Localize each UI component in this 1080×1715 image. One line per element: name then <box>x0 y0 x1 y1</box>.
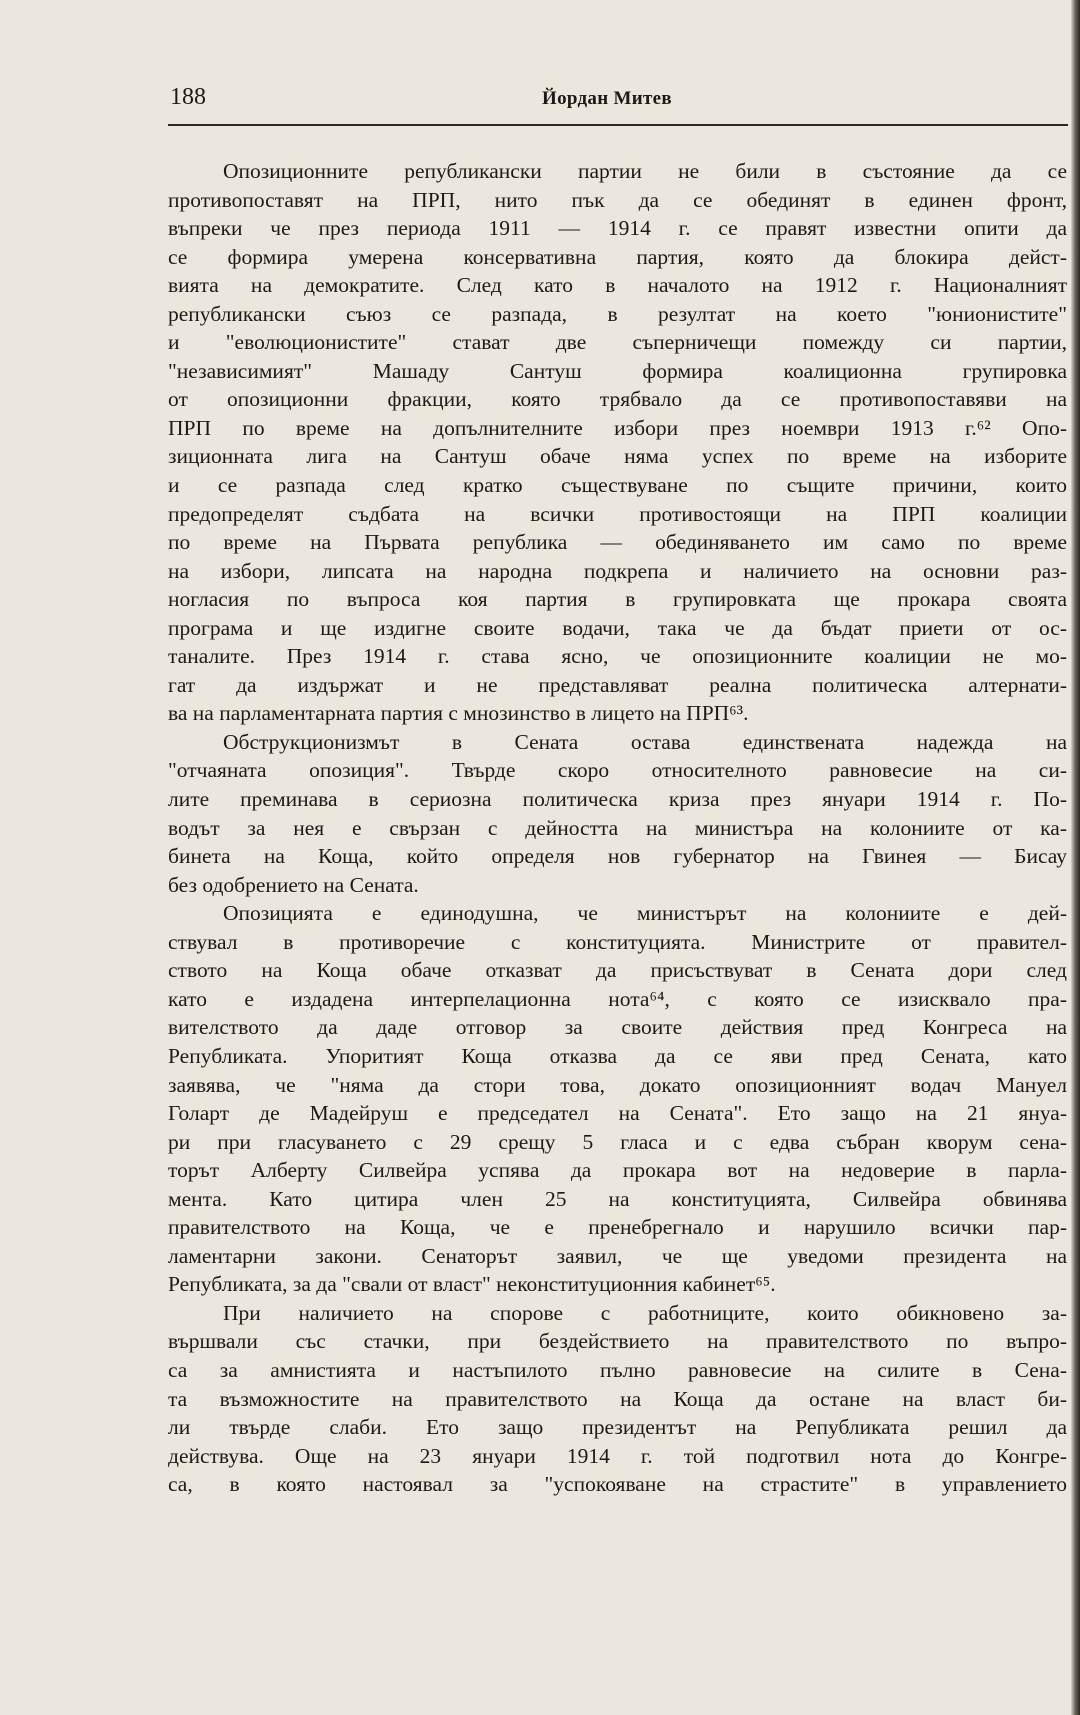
text-line: вителството да даде отговор за своите действия пред Конгреса на <box>168 1015 1067 1040</box>
text-line: ламентарни закони. Сенаторът заявил, че ще уведоми президента на <box>168 1243 1067 1268</box>
text-line: Опозиционните републикански партии не били в състояние да се <box>223 159 1067 183</box>
text-line: Републиката, за да "свали от власт" неконституционния кабинет⁶⁵. <box>168 1272 776 1297</box>
text-line: ногласия по въпроса коя партия в групировката ще прокара своята <box>168 587 1067 612</box>
text-line: са за амнистията и настъпилото пълно равновесие на силите в Сена- <box>168 1357 1067 1382</box>
text-line: торът Алберту Силвейра успява да прокара вот на недоверие в парла- <box>168 1158 1067 1183</box>
text-line: ството на Коща обаче отказват да присъствуват в Сената дори след <box>168 958 1067 983</box>
text-line: При наличието на спорове с работниците, които обикновено за- <box>223 1300 1067 1325</box>
body-text <box>168 157 1067 1499</box>
running-head-author: Йордан Митев <box>542 88 672 109</box>
page-header <box>170 78 1067 118</box>
text-line: по време на Първата република — обединяването им само по време <box>168 530 1067 555</box>
paragraph-2 <box>168 728 1067 899</box>
text-line: "отчаяната опозиция". Твърде скоро относителното равновесие на си- <box>168 758 1067 783</box>
text-line: правителството на Коща, че е пренебрегнало и нарушило всички пар- <box>168 1215 1067 1240</box>
text-line: ри при гласуването с 29 срещу 5 гласа и с едва събран кворум сена- <box>168 1129 1067 1154</box>
text-line: ли твърде слаби. Ето защо президентът на Републиката решил да <box>168 1415 1067 1440</box>
text-line: лите преминава в сериозна политическа криза през януари 1914 г. По- <box>168 787 1067 812</box>
text-line: водът за нея е свързан с дейността на министъра на колониите от ка- <box>168 815 1067 840</box>
paragraph-3 <box>168 899 1067 1299</box>
text-line: програма и ще издигне своите водачи, така че да бъдат приети от ос- <box>168 615 1067 640</box>
text-line: "независимият" Машаду Сантуш формира коалиционна групировка <box>168 358 1067 383</box>
text-line: Голарт де Мадейруш е председател на Сената". Ето защо на 21 януа- <box>168 1101 1067 1126</box>
text-line: та възможностите на правителството на Коща да остане на власт би- <box>168 1386 1067 1411</box>
paragraph-1 <box>168 157 1067 728</box>
text-line: Опозицията е единодушна, че министърът на колониите е дей- <box>223 901 1067 926</box>
text-line: действува. Още на 23 януари 1914 г. той подготвил нота до Конгре- <box>168 1443 1067 1468</box>
text-line: бинета на Коща, който определя нов губернатор на Гвинея — Бисау <box>168 844 1067 869</box>
text-line: мента. Като цитира член 25 на конституцията, Силвейра обвинява <box>168 1186 1067 1211</box>
text-line: ствувал в противоречие с конституцията. Министрите от правител- <box>168 929 1067 954</box>
text-line: без одобрението на Сената. <box>168 872 419 897</box>
text-line: предопределят съдбата на всички противостоящи на ПРП коалиции <box>168 501 1067 526</box>
text-line: Обструкционизмът в Сената остава единствената надежда на <box>223 729 1067 754</box>
text-line: ПРП по време на допълнителните избори през ноември 1913 г.⁶² Опо- <box>168 415 1067 440</box>
text-line: като е издадена интерпелационна нота⁶⁴, с която се изисквало пра- <box>168 986 1067 1011</box>
text-line: противопоставят на ПРП, нито пък да се обединят в единен фронт, <box>168 187 1067 212</box>
text-line: и се разпада след кратко съществуване по същите причини, които <box>168 473 1067 498</box>
page-number: 188 <box>170 84 206 110</box>
text-line: са, в която настоявал за "успокояване на страстите" в управлението <box>168 1472 1067 1497</box>
text-line: и "еволюционистите" стават две съперничещи помежду си партии, <box>168 330 1067 355</box>
header-rule <box>168 124 1068 126</box>
page-edge-shadow <box>1071 0 1080 1715</box>
text-line: Републиката. Упоритият Коща отказва да се яви пред Сената, като <box>168 1043 1067 1068</box>
text-line: на избори, липсата на народна подкрепа и наличието на основни раз- <box>168 558 1067 583</box>
text-line: таналите. През 1914 г. става ясно, че опозиционните коалиции не мо- <box>168 644 1067 669</box>
text-line: заявява, че "няма да стори това, докато опозиционният водач Мануел <box>168 1072 1067 1097</box>
text-line: се формира умерена консервативна партия, която да блокира дейст- <box>168 244 1067 269</box>
text-line: ва на парламентарната партия с мнозинство в лицето на ПРП⁶³. <box>168 701 749 726</box>
text-line: въпреки че през периода 1911 — 1914 г. се правят известни опити да <box>168 216 1067 241</box>
text-line: вията на демократите. След като в началото на 1912 г. Националният <box>168 273 1067 298</box>
paragraph-4 <box>168 1299 1067 1499</box>
text-line: републикански съюз се разпада, в резултат на което "юнионистите" <box>168 301 1067 326</box>
text-line: от опозиционни фракции, която трябвало да се противопоставяви на <box>168 387 1067 412</box>
text-line: гат да издържат и не представляват реална политическа алтернати- <box>168 672 1067 697</box>
text-line: зиционната лига на Сантуш обаче няма успех по време на изборите <box>168 444 1067 469</box>
text-line: вършвали със стачки, при бездействието на правителството по въпро- <box>168 1329 1067 1354</box>
